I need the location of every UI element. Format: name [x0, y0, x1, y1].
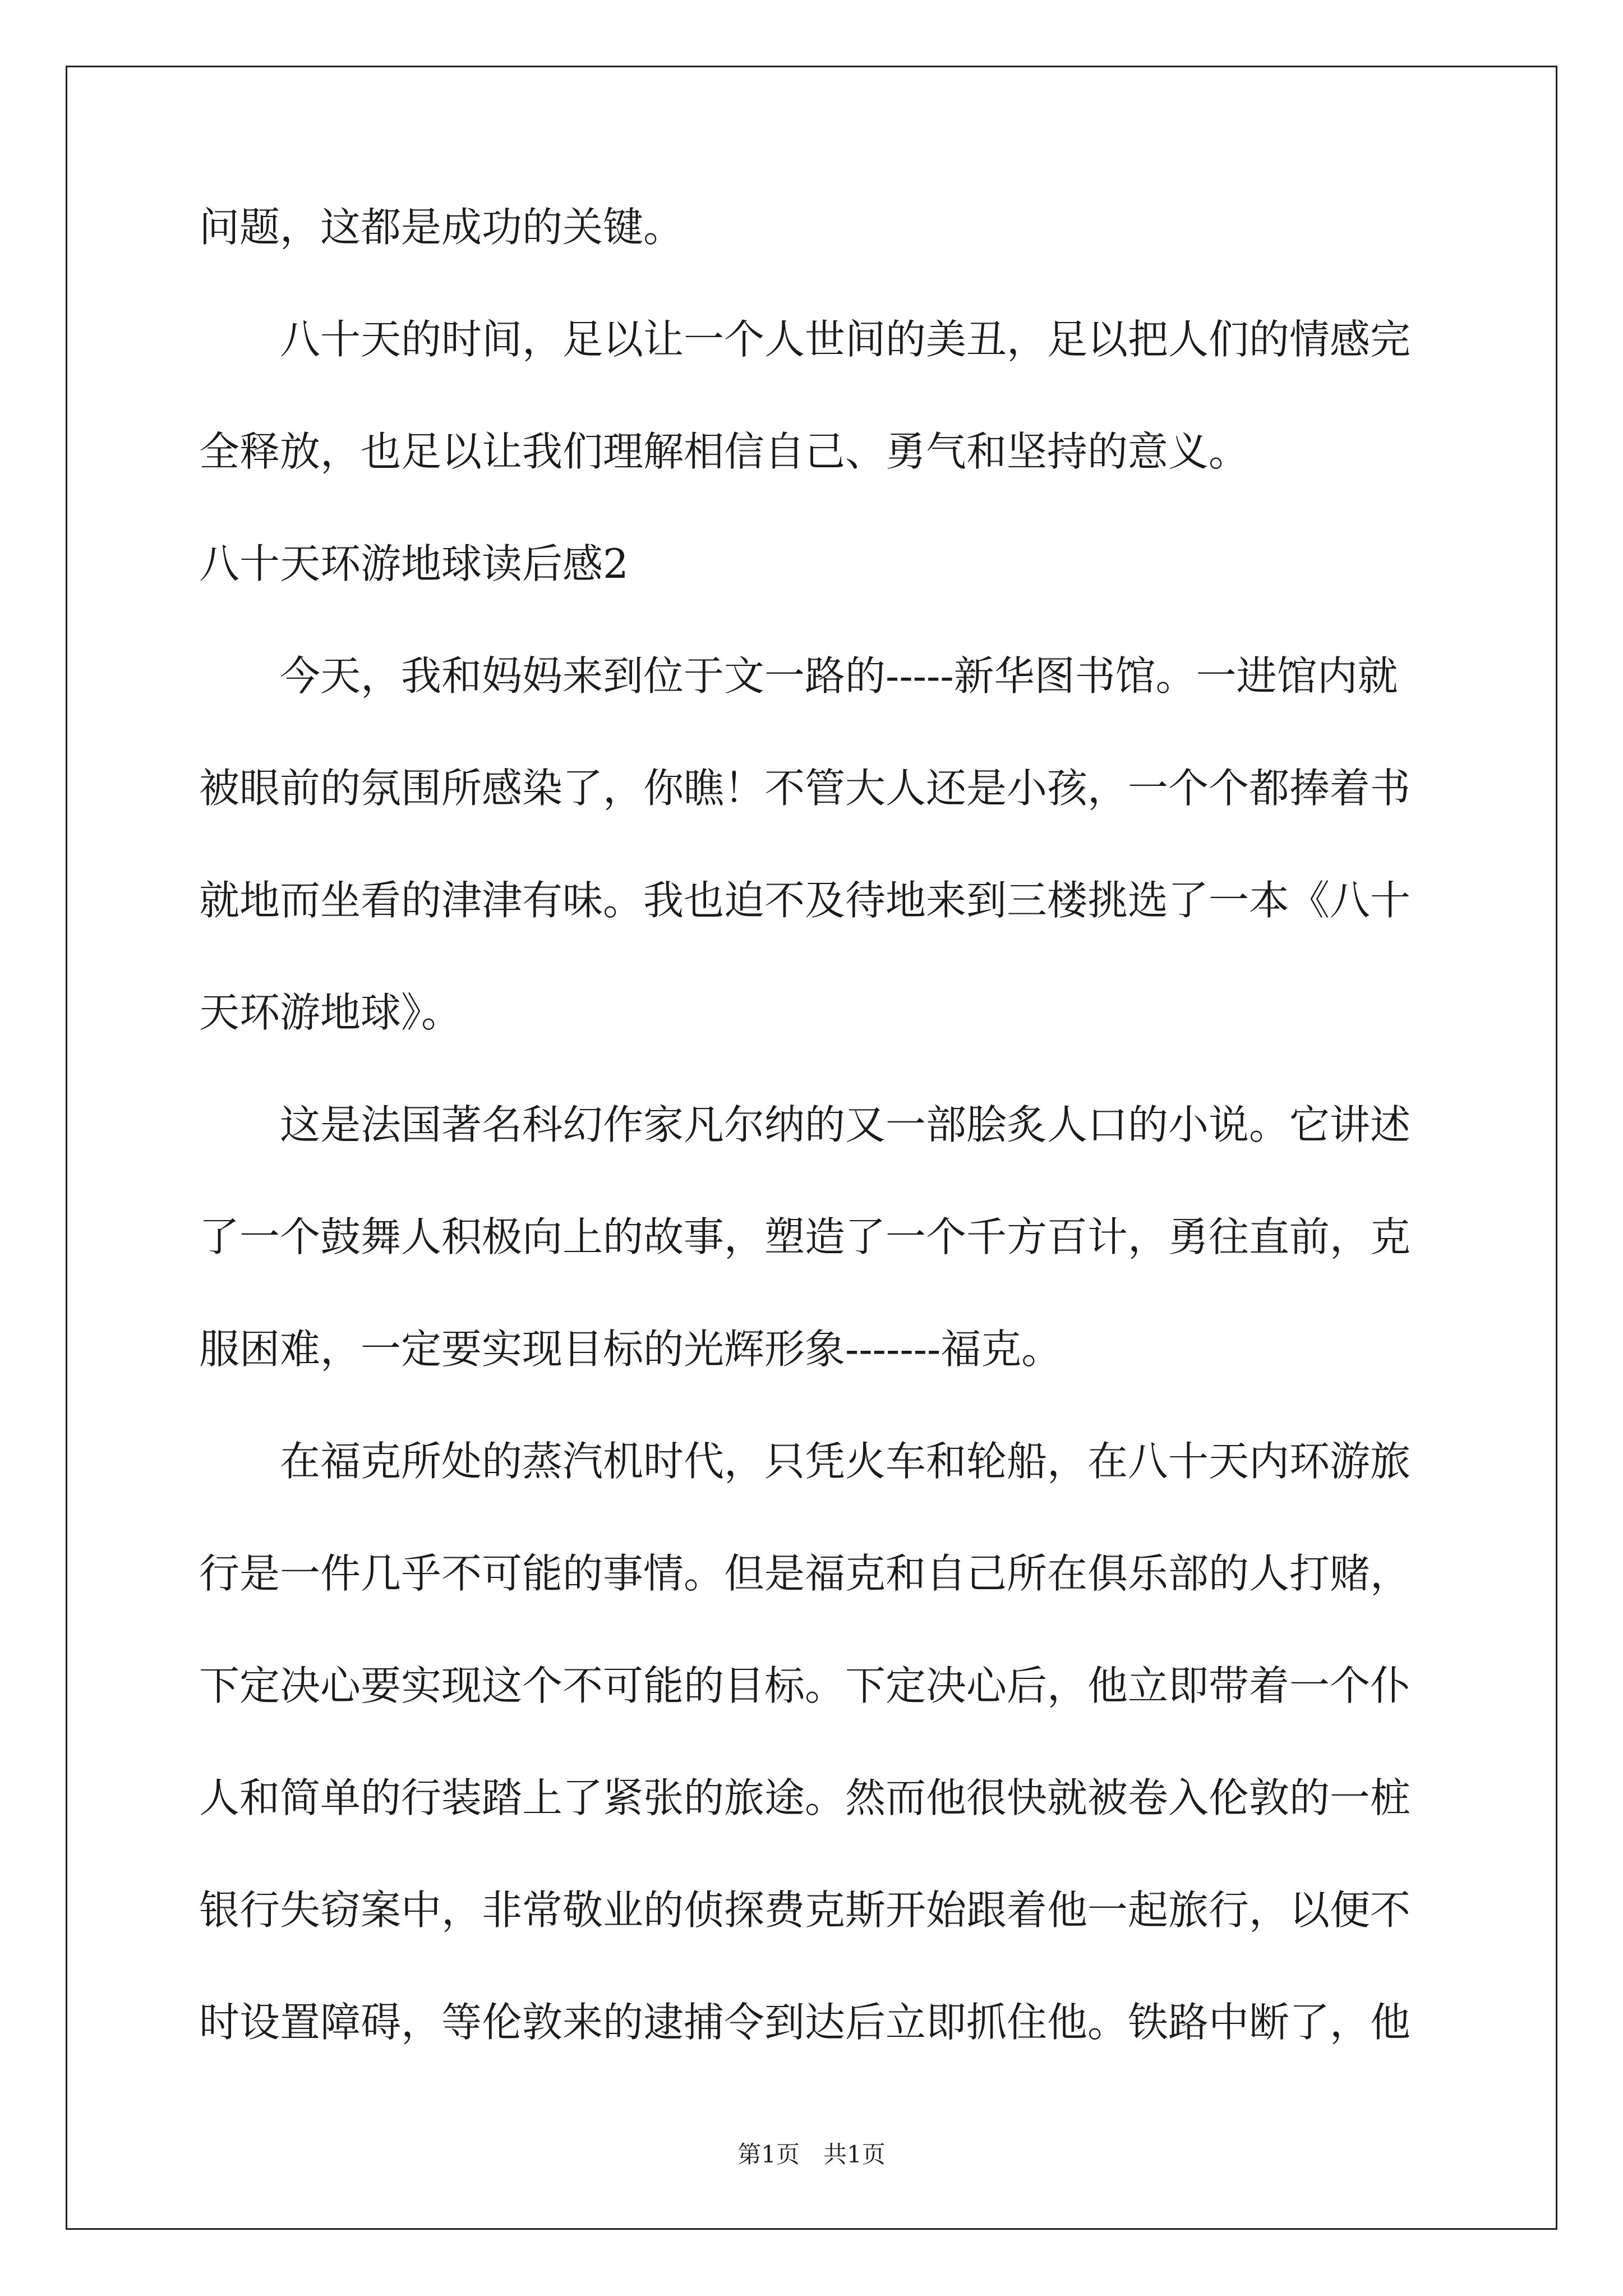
paragraph-line: 全释放，也足以让我们理解相信自己、勇气和坚持的意义。	[199, 428, 1249, 475]
paragraph-line: 下定决心要实现这个不可能的目标。下定决心后，他立即带着一个仆	[199, 1662, 1411, 1709]
paragraph-line: 了一个鼓舞人积极向上的故事，塑造了一个千方百计，勇往直前，克	[199, 1213, 1411, 1260]
section-heading: 八十天环游地球读后感2	[199, 540, 629, 587]
paragraph-line: 就地而坐看的津津有味。我也迫不及待地来到三楼挑选了一本《八十	[199, 877, 1411, 924]
paragraph-line: 服困难，一定要实现目标的光辉形象-------福克。	[199, 1326, 1062, 1373]
paragraph-line: 银行失窃案中，非常敬业的侦探费克斯开始跟着他一起旅行，以便不	[199, 1887, 1411, 1934]
paragraph-line: 今天，我和妈妈来到位于文一路的-----新华图书馆。一进馆内就	[199, 652, 1398, 700]
paragraph-line: 人和简单的行装踏上了紧张的旅途。然而他很快就被卷入伦敦的一桩	[199, 1774, 1411, 1821]
paragraph-line: 八十天的时间，足以让一个人世间的美丑，足以把人们的情感完	[199, 316, 1411, 363]
paragraph-line: 被眼前的氛围所感染了，你瞧！不管大人还是小孩，一个个都捧着书	[199, 765, 1411, 812]
paragraph-line: 问题，这都是成功的关键。	[199, 204, 684, 251]
page-footer: 第1页 共1页	[737, 2141, 886, 2168]
paragraph-line: 时设置障碍，等伦敦来的逮捕令到达后立即抓住他。铁路中断了，他	[199, 1999, 1411, 2046]
paragraph-line: 天环游地球》。	[199, 989, 462, 1036]
paragraph-line: 行是一件几乎不可能的事情。但是福克和自己所在俱乐部的人打赌，	[199, 1550, 1411, 1597]
paragraph-line: 在福克所处的蒸汽机时代，只凭火车和轮船，在八十天内环游旅	[199, 1438, 1411, 1485]
paragraph-line: 这是法国著名科幻作家凡尔纳的又一部脍炙人口的小说。它讲述	[199, 1101, 1411, 1148]
